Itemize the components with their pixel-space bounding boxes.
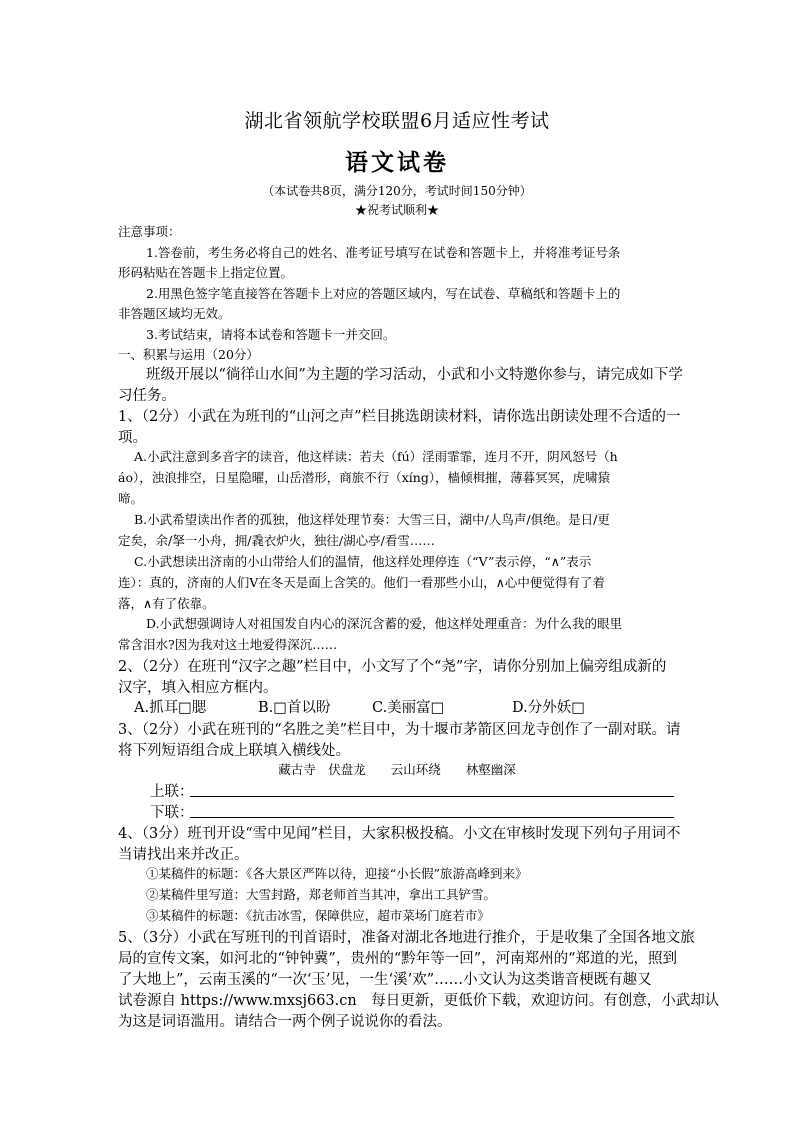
q5-line-1: 5、（3分）小武在写班刊的刊首语时，准备对湖北各地进行推介，于是收集了全国各地文旅 [118, 930, 695, 946]
q1-stem-line-1: 1、（2分）小武在为班刊的“山河之声”栏目挑选朗读材料，请你选出朗读处理不合适的一 [118, 409, 681, 425]
q2-stem-line-1: 2、（2分）在班刊“汉字之趣”栏目中，小文写了个“尧”字，请你分别加上偏旁组成新的 [118, 659, 667, 675]
q1-option-d-line-1: D.小武想强调诗人对祖国发自内心的深沉含蓄的爱，他这样处理重音：为什么我的眼里 [146, 616, 623, 631]
q3-stem-line-2: 将下列短语组合成上联填入横线处。 [118, 743, 350, 759]
q4-item-3: ③某稿件的标题：《抗击冰雪，保障供应，超市菜场门庭若市》 [146, 908, 490, 923]
exam-title: 湖北省领航学校联盟6月适应性考试 [244, 110, 550, 132]
exam-info: （本试卷共8页，满分120分，考试时间150分钟） [262, 184, 532, 198]
q1-option-a-line-3: 啼。 [118, 491, 144, 506]
section-heading: 一、积累与运用（20分） [118, 347, 259, 362]
q1-option-c-line-1: C.小武想读出济南的小山带给人们的温情，他这样处理停连（“V”表示停，“∧”表示 [134, 554, 592, 569]
notice-heading: 注意事项： [118, 224, 181, 239]
q1-option-a-line-1: A.小武注意到多音字的读音，他这样读：若夫（fú）淫雨霏霏，连月不开，阴风怒号（h [134, 449, 618, 464]
q1-option-d-line-2: 常含泪水?因为我对这土地爱得深沉…… [118, 637, 338, 652]
q2-option-b: B.□首以盼 [258, 700, 331, 716]
q2-option-c: C.美丽富□ [372, 700, 445, 716]
good-luck-note: ★祝考试顺利★ [354, 203, 439, 217]
q1-option-c-line-3: 落，∧有了依靠。 [118, 596, 215, 611]
section-intro-line-1: 班级开展以“徜徉山水间”为主题的学习活动，小武和小文特邀你参与，请完成如下学 [146, 367, 683, 383]
q3-phrases: 藏古寺 伏盘龙 云山环绕 林壑幽深 [278, 762, 516, 777]
q1-option-c-line-2: 连）：真的，济南的人们V在冬天是面上含笑的。他们一看那些小山，∧心中便觉得有了着 [118, 575, 605, 590]
q3-stem-line-1: 3、（2分）小武在班刊的“名胜之美”栏目中，为十堰市茅箭区回龙寺创作了一副对联。请 [118, 722, 681, 738]
q1-option-a-line-2: áo），浊浪排空，日星隐曜，山岳潜形，商旅不行（xíng），樯倾楫摧，薄暮冥冥，虎啸猿 [118, 470, 611, 485]
upper-couplet-label: 上联： [150, 784, 194, 800]
q2-stem-line-2: 汉字，填入相应方框内。 [118, 680, 278, 696]
q4-item-1: ①某稿件的标题：《各大景区严阵以待，迎接“小长假”旅游高峰到来》 [146, 866, 528, 881]
q5-line-2: 局的宣传文案，如河北的“钟钟冀”，贵州的“黔年等一回”，河南郑州的“郑道的光，照到 [118, 951, 678, 967]
q4-stem-line-1: 4、（3分）班刊开设“雪中见闻”栏目，大家积极投稿。小文在审核时发现下列句子用词不 [118, 826, 681, 842]
lower-couplet-label: 下联： [150, 805, 194, 821]
q4-stem-line-2: 当请找出来并改正。 [118, 847, 249, 863]
q1-stem-line-2: 项。 [118, 430, 147, 446]
section-intro-line-2: 习任务。 [118, 388, 176, 404]
notice-item-2-line-2: 非答题区域均无效。 [118, 306, 231, 321]
notice-item-3: 3.考试结束，请将本试卷和答题卡一并交回。 [146, 327, 396, 342]
lower-couplet-blank[interactable] [190, 817, 674, 818]
q4-item-2: ②某稿件里写道：大雪封路，郑老师首当其冲，拿出工具铲雪。 [146, 887, 497, 902]
q2-option-a: A.抓耳□腮 [134, 700, 207, 716]
q5-line-3: 了大地上”，云南玉溪的“一次‘玉’见，一生‘溪’欢”……小文认为这类谐音梗既有趣又 [118, 972, 652, 988]
notice-item-1-line-1: 1.答卷前，考生务必将自己的姓名、准考证号填写在试卷和答题卡上，并将准考证号条 [146, 245, 621, 260]
q5-line-4-source-note: 试卷源自 https://www.mxsj663.cn 每日更新，更低价下载，欢迎访问。有创意，小武却认 [118, 993, 720, 1009]
upper-couplet-blank[interactable] [190, 796, 674, 797]
notice-item-2-line-1: 2.用黑色签字笔直接答在答题卡上对应的答题区域内，写在试卷、草稿纸和答题卡上的 [146, 286, 621, 301]
notice-item-1-line-2: 形码粘贴在答题卡上指定位置。 [118, 265, 294, 280]
q2-option-d: D.分外妖□ [512, 700, 585, 716]
q5-line-5: 为这是词语滥用。请结合一两个例子说说你的看法。 [118, 1014, 452, 1030]
q1-option-b-line-1: B.小武希望读出作者的孤独，他这样处理节奏：大雪三日，湖中/人鸟声/俱绝。是日/更 [134, 512, 610, 527]
subject-title: 语文试卷 [345, 149, 449, 176]
q1-option-b-line-2: 定矣，余/拏一小舟，拥/毳衣炉火，独往/湖心亭/看雪…… [118, 533, 435, 548]
